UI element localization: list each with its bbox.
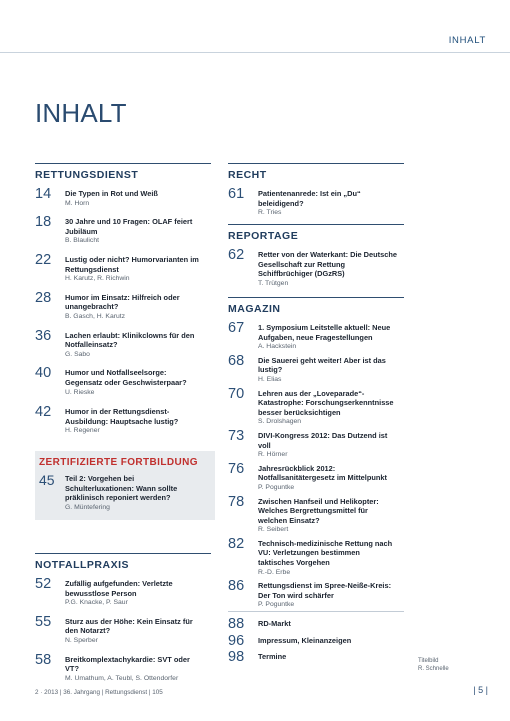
entry-title: 1. Symposium Leitstelle aktuell: Neue Aufgaben, neue Fragestellungen bbox=[258, 323, 391, 342]
entry-author: U. Rieske bbox=[65, 388, 95, 396]
entry-title: Lehren aus der „Loveparade“-Katastrophe: Forschungserkenntnisse besser berücksichtigen bbox=[258, 388, 394, 417]
toc-entry[interactable] bbox=[39, 474, 211, 512]
toc-list-notfallpraxis bbox=[35, 576, 211, 683]
section-heading-recht: RECHT bbox=[228, 163, 404, 181]
toc-entry[interactable] bbox=[228, 649, 404, 666]
page-number: 96 bbox=[228, 632, 245, 649]
page-number: 55 bbox=[35, 613, 52, 630]
page-number: 68 bbox=[228, 352, 245, 369]
entry-author: P.G. Knacke, P. Saur bbox=[65, 599, 128, 607]
entry-title: Breitkomplextachykardie: SVT oder VT? bbox=[65, 654, 190, 674]
toc-entry[interactable] bbox=[35, 327, 211, 360]
page-number: 18 bbox=[35, 214, 52, 231]
entry-title: Lachen erlaubt: Klinikclowns für den Notfalleinsatz? bbox=[65, 330, 195, 350]
section-heading-rettungsdienst: RETTUNGSDIENST bbox=[35, 163, 211, 181]
toc-entry[interactable] bbox=[35, 651, 211, 684]
header-divider bbox=[0, 52, 510, 53]
toc-entry[interactable] bbox=[35, 186, 211, 208]
entry-title: Rettungsdienst im Spree-Neiße-Kreis: Der Ton wird schärfer bbox=[258, 581, 392, 600]
toc-entry[interactable] bbox=[228, 427, 404, 460]
right-column-misc bbox=[228, 616, 404, 666]
section-heading-magazin: MAGAZIN bbox=[228, 297, 404, 315]
entry-title: Technisch-medizinische Rettung nach VU: Verletzungen bestimmen taktisches Vorgehen bbox=[258, 538, 393, 568]
entry-author: N. Sperber bbox=[65, 636, 98, 644]
page-number: 40 bbox=[35, 365, 52, 382]
toc-list-recht bbox=[228, 186, 404, 218]
page-number: 58 bbox=[35, 651, 52, 668]
entry-title: RD-Markt bbox=[258, 619, 291, 628]
section-heading-fortbildung: ZERTIFIZIERTE FORTBILDUNG bbox=[39, 457, 198, 468]
entry-title: 30 Jahre und 10 Fragen: OLAF feiert Jubiläum bbox=[65, 217, 193, 236]
page-number: 14 bbox=[35, 186, 52, 202]
entry-title: DIVI-Kongress 2012: Das Dutzend ist voll bbox=[258, 430, 388, 450]
entry-title: Sturz aus der Höhe: Kein Einsatz für den Notarzt? bbox=[65, 616, 193, 636]
entry-title: Zufällig aufgefunden: Verletzte bewusstlose Person bbox=[65, 579, 173, 598]
entry-title: Retter von der Waterkant: Die Deutsche Gesellschaft zur Rettung Schiffbrüchiger (DGzRS) bbox=[258, 250, 397, 279]
entry-title: Humor und Notfallseelsorge: Gegensatz oder Geschwisterpaar? bbox=[65, 368, 187, 387]
page-number: 45 bbox=[39, 472, 55, 488]
entry-title: Die Typen in Rot und Weiß bbox=[65, 189, 158, 198]
toc-entry[interactable] bbox=[35, 404, 211, 436]
page-number: 88 bbox=[228, 616, 245, 632]
toc-entry[interactable] bbox=[35, 214, 211, 246]
toc-list-misc bbox=[228, 616, 404, 666]
entry-author: M. Umathum, A. Teubl, S. Ottendorfer bbox=[65, 674, 179, 682]
toc-entry[interactable] bbox=[35, 251, 211, 284]
entry-author: H. Regener bbox=[65, 427, 100, 435]
toc-list-reportage bbox=[228, 247, 404, 288]
fortbildung-box bbox=[35, 451, 215, 520]
page-number: 42 bbox=[35, 404, 52, 421]
toc-entry[interactable] bbox=[228, 460, 404, 493]
right-column bbox=[228, 163, 404, 218]
entry-author: S. Drolshagen bbox=[258, 418, 302, 426]
running-header: INHALT bbox=[448, 35, 486, 46]
page-number: 86 bbox=[228, 578, 245, 595]
section-heading-reportage: REPORTAGE bbox=[228, 224, 404, 242]
entry-author: T. Trütgen bbox=[258, 279, 289, 287]
entry-author: P. Poguntke bbox=[258, 483, 295, 491]
toc-entry[interactable] bbox=[228, 385, 404, 427]
entry-title: Teil 2: Vorgehen bei Schulterluxationen: Wann sollte präklinisch reponiert werden? bbox=[65, 474, 178, 503]
page-number: 28 bbox=[35, 289, 52, 306]
cover-credit bbox=[418, 657, 449, 673]
toc-entry[interactable] bbox=[228, 352, 404, 385]
entry-title: Zwischen Hanfseil und Helikopter: Welches Bergrettungsmittel für welchen Einsatz? bbox=[258, 496, 379, 525]
toc-list-rettungsdienst bbox=[35, 186, 211, 436]
entry-author: G. Müntefering bbox=[65, 503, 110, 511]
section-heading-notfallpraxis: NOTFALLPRAXIS bbox=[35, 553, 211, 571]
entry-author: H. Karutz, R. Richwin bbox=[65, 275, 130, 283]
toc-list-magazin bbox=[228, 320, 404, 610]
entry-author: R.-D. Erbe bbox=[258, 568, 291, 576]
entry-author: B. Gasch, H. Karutz bbox=[65, 312, 126, 320]
toc-entry[interactable] bbox=[228, 186, 404, 218]
page-number: 98 bbox=[228, 649, 245, 666]
page-number: 67 bbox=[228, 320, 245, 336]
toc-entry[interactable] bbox=[35, 365, 211, 397]
toc-entry[interactable] bbox=[228, 320, 404, 352]
page-number: 61 bbox=[228, 186, 245, 202]
page-number: 22 bbox=[35, 251, 52, 268]
entry-title: Impressum, Kleinanzeigen bbox=[258, 635, 352, 645]
left-column bbox=[35, 163, 211, 436]
entry-title: Lustig oder nicht? Humorvarianten im Rettungsdienst bbox=[65, 254, 199, 274]
page-number: 76 bbox=[228, 460, 245, 477]
page-number: 82 bbox=[228, 535, 245, 552]
toc-entry[interactable] bbox=[228, 493, 404, 535]
entry-author: R. Hörner bbox=[258, 451, 288, 459]
toc-entry[interactable] bbox=[228, 535, 404, 577]
page-number: 62 bbox=[228, 247, 245, 263]
toc-entry[interactable] bbox=[228, 616, 404, 632]
entry-author: R. Tries bbox=[258, 209, 282, 217]
entry-title: Patientenanrede: Ist ein „Du“ beleidigend? bbox=[258, 189, 361, 208]
cover-credit-name: R. Schnelle bbox=[418, 666, 449, 672]
entry-author: P. Poguntke bbox=[258, 601, 295, 609]
issue-info: 2 · 2013 | 36. Jahrgang | Rettungsdienst | 105 bbox=[35, 689, 163, 696]
toc-entry[interactable] bbox=[228, 632, 404, 649]
page-number: 78 bbox=[228, 493, 245, 510]
toc-entry[interactable] bbox=[35, 613, 211, 646]
toc-entry[interactable] bbox=[228, 578, 404, 610]
entry-title: Jahresrückblick 2012: Notfallsanitätergesetz im Mittelpunkt bbox=[258, 463, 387, 483]
page-number-footer: | 5 | bbox=[473, 685, 488, 695]
page-number: 52 bbox=[35, 576, 52, 592]
entry-author: B. Blaulicht bbox=[65, 237, 100, 245]
toc-entry[interactable] bbox=[35, 289, 211, 322]
entry-title: Termine bbox=[258, 652, 287, 662]
entry-title: Die Sauerei geht weiter! Aber ist das lustig? bbox=[258, 355, 386, 375]
entry-author: H. Elias bbox=[258, 375, 282, 383]
right-column-magazin bbox=[228, 297, 404, 610]
page-title: INHALT bbox=[35, 98, 127, 128]
page-number: 73 bbox=[228, 427, 245, 444]
entry-author: A. Hackstein bbox=[258, 343, 297, 351]
cover-credit-label: Titelbild bbox=[418, 658, 439, 664]
entry-title: Humor in der Rettungsdienst-Ausbildung: Hauptsache lustig? bbox=[65, 407, 179, 426]
misc-divider bbox=[228, 611, 404, 612]
toc-entry[interactable] bbox=[35, 576, 211, 608]
entry-author: G. Sabo bbox=[65, 350, 90, 358]
toc-entry[interactable] bbox=[228, 247, 404, 288]
page-number: 70 bbox=[228, 385, 245, 402]
entry-author: R. Seibert bbox=[258, 526, 289, 534]
page-number: 36 bbox=[35, 327, 52, 344]
right-column-reportage bbox=[228, 224, 404, 288]
entry-author: M. Horn bbox=[65, 199, 90, 207]
left-column-bottom bbox=[35, 553, 211, 683]
entry-title: Humor im Einsatz: Hilfreich oder unangebracht? bbox=[65, 292, 180, 312]
